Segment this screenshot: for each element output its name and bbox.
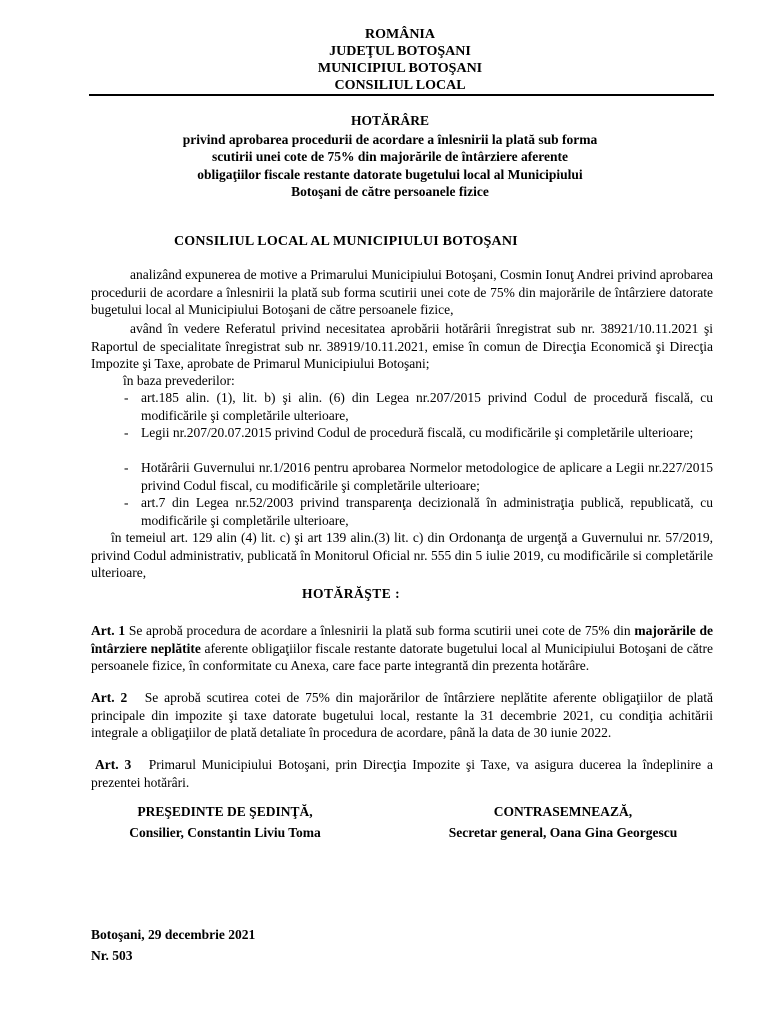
preamble-paragraph-2: având în vedere Referatul privind necesitatea aprobării hotărârii înregistrat sub nr. 38921/10.11.2021 şi Raportul de specialitate înregistrat sub nr. 38919/10.11.2021, emise în comun de Direcţia Economică şi Direcţia Impozite şi Taxe, aprobate de Primarul Municipiului Botoşani; [91, 321, 713, 371]
header-divider [89, 94, 714, 96]
article-3 [91, 756, 713, 791]
article-2-label: Art. 2 [91, 690, 128, 705]
decides-heading: HOTĂRĂŞTE : [302, 586, 401, 601]
secretary-title: CONTRASEMNEAZĂ, [493, 804, 633, 819]
legal-basis-item-4 [124, 494, 713, 529]
article-1-label: Art. 1 [91, 623, 126, 638]
header-county: JUDEŢUL BOTOŞANI [329, 44, 471, 59]
signature-secretary [418, 801, 708, 843]
article-2-text: Se aprobă scutirea cotei de 75% din majorărilor de întârziere neplătite aferente obligaţiilor de plată principale din impozite şi taxe datorate bugetului local, restante la 31 decembrie 2021, cu condiţia achitării integrale a obligaţiilor de plată detaliate în procedura de acordare, până la data de 30 iunie 2022. [91, 690, 714, 740]
article-1-text-a: Se aprobă procedura de acordare a înlesnirii la plată sub forma scutirii unei cote de 75% din [128, 623, 631, 638]
article-2 [91, 689, 713, 742]
article-1-text-b: aferente obligaţiilor fiscale restante datorate bugetului local al Municipiului Botoşani de către persoanele fizice, în conformitate cu Anexa, care face parte integrantă din prezenta hotărâre. [91, 640, 714, 673]
chair-name: Consilier, Constantin Liviu Toma [129, 825, 321, 840]
header-country: ROMÂNIA [365, 27, 435, 42]
legal-basis-text: art.7 din Legea nr.52/2003 privind transparenţa decizională în administraţia publică, republicată, cu modificările şi completările ulterioare, [141, 495, 713, 528]
title-line-1: privind aprobarea procedurii de acordare a înlesnirii la plată sub forma [182, 131, 598, 147]
article-1-bold: majorările de întârziere neplătite [91, 623, 714, 656]
document-footer [91, 924, 255, 966]
preamble-paragraph-4: în temeiul art. 129 alin (4) lit. c) şi art 139 alin.(3) lit. c) din Ordonanţa de urgenţă a Guvernului nr. 57/2019, privind Codul administrativ, publicată în Monitorul Oficial nr. 555 din 5 iulie 2019, cu modificările si completările ulterioare, [91, 530, 713, 580]
list-dash: - [124, 495, 129, 510]
list-dash: - [124, 460, 129, 475]
legal-basis-item-3 [124, 459, 713, 494]
list-dash: - [124, 390, 129, 405]
secretary-name: Secretar general, Oana Gina Georgescu [448, 825, 678, 840]
decision-number: Nr. 503 [91, 948, 133, 963]
legal-basis-text: art.185 alin. (1), lit. b) şi alin. (6) din Legea nr.207/2015 privind Codul de procedură fiscală, cu modificările şi completările ulterioare, [141, 390, 713, 423]
title-line-3: obligaţiilor fiscale restante datorate bugetului local al Municipiului [197, 166, 583, 182]
legal-basis-text: Hotărârii Guvernului nr.1/2016 pentru aprobarea Normelor metodologice de aplicare a Legii nr.227/2015 privind Codul fiscal, cu modificările şi completările ulterioare; [141, 460, 713, 493]
chair-title: PREŞEDINTE DE ŞEDINŢĂ, [137, 804, 313, 819]
place-date: Botoşani, 29 decembrie 2021 [91, 927, 256, 942]
title-line-4: Botoşani de către persoanele fizice [291, 184, 489, 199]
article-3-text: Primarul Municipiului Botoşani, prin Direcţia Impozite şi Taxe, va asigura ducerea la îndeplinire a prezentei hotărâri. [91, 757, 713, 790]
legal-basis-text: Legii nr.207/20.07.2015 privind Codul de procedură fiscală, cu modificările şi completările ulterioare; [141, 425, 694, 440]
legal-basis-item-1 [124, 389, 713, 424]
header-municipality: MUNICIPIUL BOTOŞANI [317, 61, 483, 76]
decision-type: HOTĂRÂRE [350, 113, 429, 128]
decision-title [150, 112, 630, 201]
article-3-label: Art. 3 [95, 757, 132, 772]
legal-basis-item-2 [124, 424, 713, 442]
document-header [0, 26, 768, 94]
header-council: CONSILIUL LOCAL [334, 78, 466, 93]
signature-chair [100, 801, 350, 843]
preamble-paragraph-1: analizând expunerea de motive a Primarului Municipiului Botoşani, Cosmin Ionuţ Andrei privind aprobarea procedurii de acordare a înlesnirii la plată sub forma scutirii unei cote de 75% din majorările de întârziere datorate bugetului local al Municipiului Botoşani de către persoanele fizice, [91, 267, 713, 317]
preamble-paragraph-3: în baza prevederilor: [123, 373, 235, 388]
article-1 [91, 622, 713, 675]
list-dash: - [124, 425, 129, 440]
council-heading: CONSILIUL LOCAL AL MUNICIPIULUI BOTOŞANI [174, 234, 518, 249]
title-line-2: scutirii unei cote de 75% din majorările de întârziere aferente [211, 149, 569, 164]
